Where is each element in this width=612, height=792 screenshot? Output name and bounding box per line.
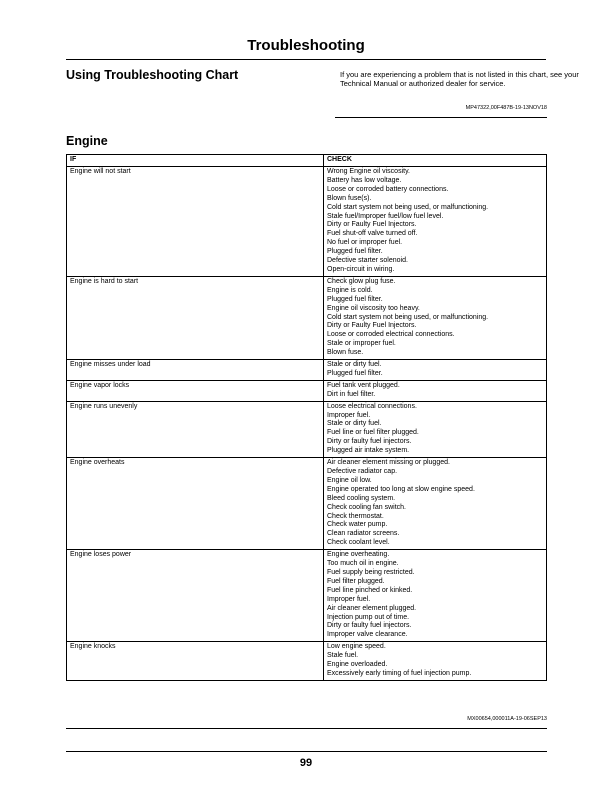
if-condition-cell: Engine misses under load (67, 360, 324, 381)
check-item: Loose or corroded electrical connections. (327, 331, 455, 339)
check-list-cell (324, 360, 547, 381)
check-item: Check coolant level. (327, 539, 390, 547)
check-item: Too much oil in engine. (327, 560, 399, 568)
if-condition-cell: Engine runs unevenly (67, 401, 324, 457)
check-item: Check thermostat. (327, 512, 384, 520)
check-item: Plugged fuel filter. (327, 369, 383, 377)
check-item: Engine oil low. (327, 476, 372, 484)
table-body (67, 167, 547, 681)
check-item: Cold start system not being used, or malfunctioning. (327, 313, 489, 321)
check-list-cell (324, 380, 547, 401)
check-item: Stale fuel/Improper fuel/low fuel level. (327, 212, 444, 220)
check-item: Dirt in fuel filter. (327, 390, 376, 398)
check-item: Fuel tank vent plugged. (327, 381, 400, 389)
check-item: Stale or dirty fuel. (327, 361, 382, 369)
check-item: Fuel line pinched or kinked. (327, 586, 413, 594)
table-row (67, 642, 547, 681)
table-row (67, 401, 547, 457)
check-item: Excessively early timing of fuel injection pump. (327, 669, 472, 677)
table-row (67, 380, 547, 401)
check-item: Improper fuel. (327, 411, 371, 419)
check-list-cell (324, 458, 547, 550)
check-list-cell (324, 401, 547, 457)
intro-text: If you are experiencing a problem that is not listed in this chart, see your Technical Manual or authorized dealer for service. (340, 70, 579, 88)
check-item: Stale or dirty fuel. (327, 420, 382, 428)
if-condition-cell: Engine loses power (67, 550, 324, 642)
check-item: Engine is cold. (327, 286, 373, 294)
table-row (67, 167, 547, 277)
check-item: Bleed cooling system. (327, 494, 396, 502)
check-item: Improper fuel. (327, 595, 371, 603)
check-item: Defective starter solenoid. (327, 257, 408, 265)
if-condition-cell: Engine vapor locks (67, 380, 324, 401)
check-item: Dirty or faulty fuel injectors. (327, 622, 412, 630)
engine-reference-divider (66, 728, 547, 729)
check-item: Blown fuse(s). (327, 194, 372, 202)
check-list-cell (324, 550, 547, 642)
check-item: Cold start system not being used, or malfunctioning. (327, 203, 489, 211)
check-item: Check glow plug fuse. (327, 277, 396, 285)
check-item: Improper valve clearance. (327, 631, 408, 639)
check-item: Battery has low voltage. (327, 176, 402, 184)
check-item: Check water pump. (327, 521, 388, 529)
check-item: Dirty or Faulty Fuel Injectors. (327, 221, 417, 229)
check-item: Check cooling fan switch. (327, 503, 406, 511)
check-item: No fuel or improper fuel. (327, 239, 403, 247)
check-item: Stale fuel. (327, 652, 359, 660)
check-item: Fuel line or fuel filter plugged. (327, 429, 419, 437)
engine-section-heading: Engine (66, 134, 108, 148)
check-item: Air cleaner element missing or plugged. (327, 459, 450, 467)
check-item: Fuel supply being restricted. (327, 568, 415, 576)
check-item: Clean radiator screens. (327, 530, 400, 538)
page-title: Troubleshooting (247, 37, 365, 54)
if-condition-cell: Engine will not start (67, 167, 324, 277)
title-divider (66, 59, 546, 60)
check-item: Injection pump out of time. (327, 613, 410, 621)
engine-troubleshooting-table (66, 154, 547, 681)
check-item: Fuel shut-off valve turned off. (327, 230, 418, 238)
table-header-row (67, 155, 547, 167)
check-item: Plugged fuel filter. (327, 295, 383, 303)
check-item: Fuel filter plugged. (327, 577, 385, 585)
table-row (67, 276, 547, 359)
intro-reference-code: MP47322,00F487B-19-13NOV18 (465, 105, 547, 111)
check-item: Loose or corroded battery connections. (327, 185, 449, 193)
engine-reference-code: MX00654,000011A-19-06SEP13 (467, 716, 547, 722)
intro-reference-divider (335, 117, 547, 118)
check-item: Dirty or faulty fuel injectors. (327, 438, 412, 446)
check-item: Open-circuit in wiring. (327, 265, 395, 273)
check-item: Engine overheating. (327, 551, 390, 559)
check-item: Plugged fuel filter. (327, 248, 383, 256)
check-list-cell (324, 167, 547, 277)
check-list-cell (324, 276, 547, 359)
if-condition-cell: Engine knocks (67, 642, 324, 681)
check-list-cell (324, 642, 547, 681)
column-header-if: IF (67, 155, 324, 167)
check-item: Wrong Engine oil viscosity. (327, 168, 410, 175)
check-item: Air cleaner element plugged. (327, 604, 417, 612)
check-item: Plugged air intake system. (327, 447, 410, 455)
check-item: Engine operated too long at slow engine speed. (327, 485, 475, 493)
footer-divider (66, 751, 547, 752)
check-item: Engine overloaded. (327, 661, 388, 669)
if-condition-cell: Engine overheats (67, 458, 324, 550)
check-item: Low engine speed. (327, 643, 386, 651)
check-item: Blown fuse. (327, 349, 364, 357)
check-item: Dirty or Faulty Fuel Injectors. (327, 322, 417, 330)
table-row (67, 550, 547, 642)
check-item: Stale or improper fuel. (327, 340, 396, 348)
if-condition-cell: Engine is hard to start (67, 276, 324, 359)
column-header-check: CHECK (324, 155, 547, 167)
check-item: Engine oil viscosity too heavy. (327, 304, 420, 312)
check-item: Defective radiator cap. (327, 468, 398, 475)
check-item: Loose electrical connections. (327, 402, 417, 410)
intro-heading: Using Troubleshooting Chart (66, 68, 239, 82)
page-number: 99 (299, 757, 313, 769)
table-row (67, 458, 547, 550)
table-row (67, 360, 547, 381)
